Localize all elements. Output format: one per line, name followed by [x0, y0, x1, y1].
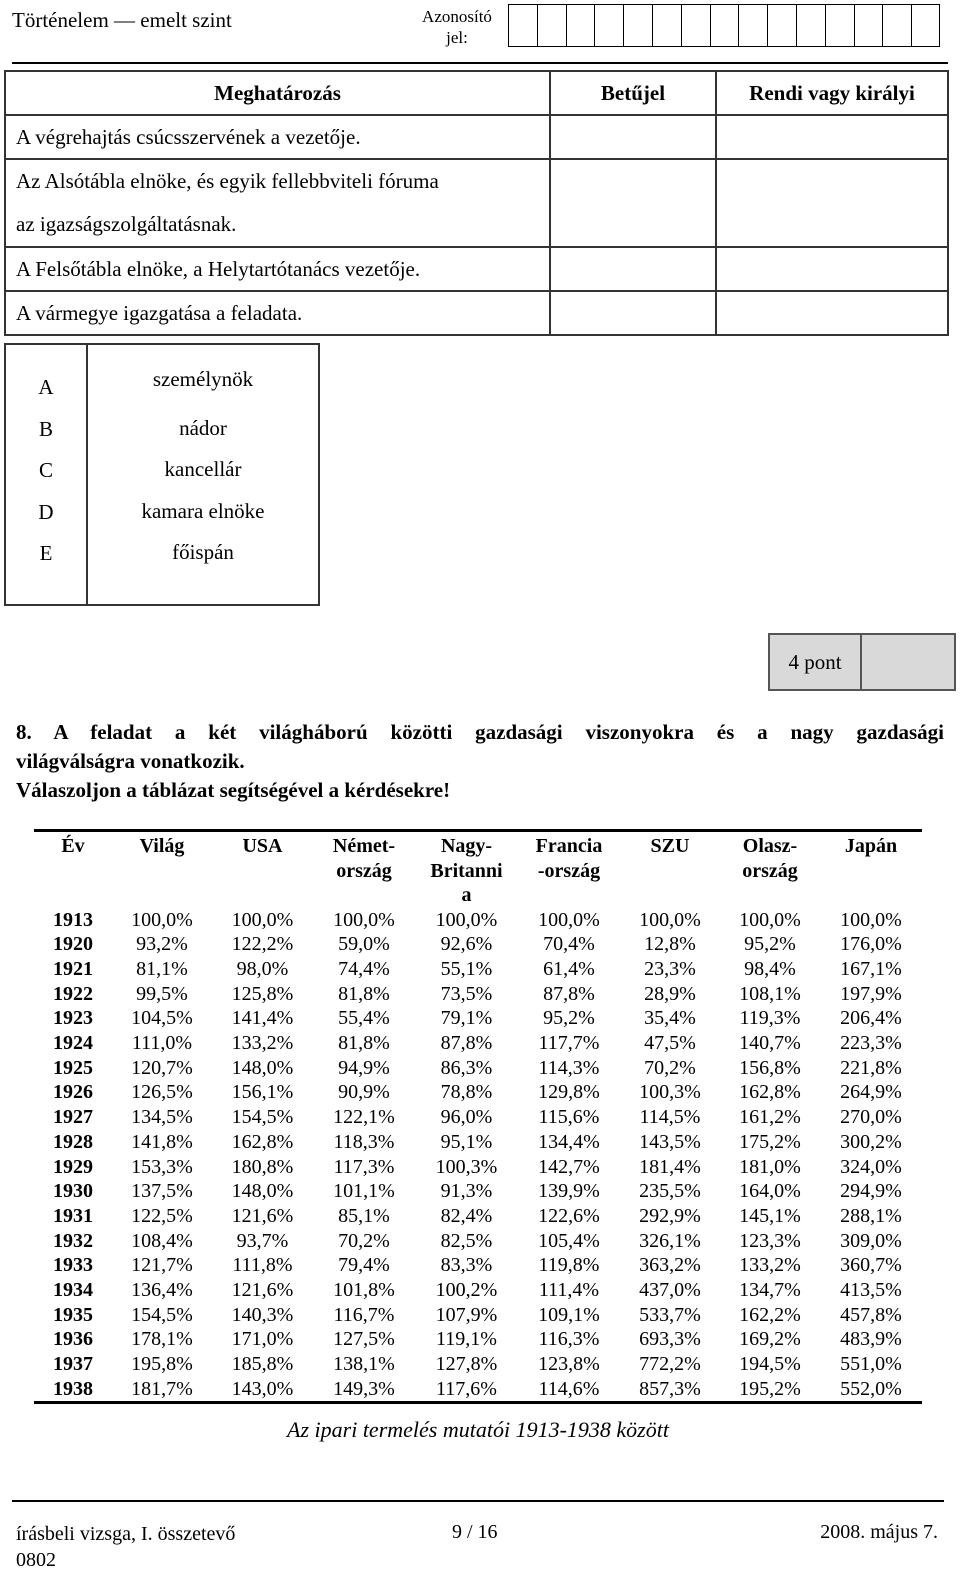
value-cell: 143,0%: [231, 1377, 294, 1400]
value-cell: 167,1%: [840, 957, 902, 980]
value-cell: 23,3%: [644, 957, 696, 980]
table-row: [34, 1204, 922, 1229]
value-cell: 175,2%: [739, 1130, 801, 1153]
id-digit-box[interactable]: [796, 4, 825, 47]
option-letter: D: [38, 499, 54, 524]
value-cell: 127,5%: [333, 1328, 395, 1351]
value-cell: 133,2%: [231, 1032, 294, 1055]
column-header-line: Német-: [332, 835, 396, 857]
value-cell: 55,1%: [440, 957, 493, 980]
value-cell: 117,6%: [436, 1377, 497, 1400]
value-cell: 195,8%: [131, 1353, 193, 1376]
table-row: [34, 1056, 922, 1081]
option-letter: E: [39, 541, 53, 565]
column-header-line: a: [461, 884, 472, 906]
value-cell: 79,4%: [338, 1254, 390, 1277]
table-top-rule: [34, 829, 922, 832]
value-cell: 118,3%: [333, 1130, 395, 1153]
definition-text: A Felsőtábla elnöke, a Helytartótanács vezetője.: [5, 247, 550, 291]
value-cell: 108,4%: [131, 1229, 193, 1252]
value-cell: 95,2%: [744, 933, 796, 956]
value-cell: 114,6%: [538, 1377, 600, 1400]
value-cell: 100,0%: [131, 908, 193, 931]
value-cell: 95,1%: [440, 1130, 493, 1153]
year-cell: 1913: [53, 908, 93, 931]
option-letter: C: [38, 458, 53, 482]
value-cell: 100,2%: [435, 1279, 498, 1302]
definition-row: [5, 247, 948, 291]
option-letter: A: [38, 375, 54, 399]
value-cell: 55,4%: [338, 1007, 390, 1030]
value-cell: 117,7%: [538, 1032, 600, 1055]
value-cell: 162,8%: [231, 1130, 294, 1153]
definition-text-line: Az Alsótábla elnöke, és egyik fellebbviteli fóruma: [16, 169, 439, 193]
value-cell: 142,7%: [538, 1155, 600, 1178]
options-box: [4, 343, 320, 606]
table-row: [34, 1080, 922, 1105]
type-answer-cell[interactable]: [716, 115, 948, 159]
definition-row: [5, 291, 948, 335]
value-cell: 120,7%: [131, 1056, 193, 1079]
table-row: [34, 1179, 922, 1204]
id-digit-box[interactable]: [537, 4, 566, 47]
value-cell: 100,0%: [333, 908, 395, 931]
column-header: [518, 834, 620, 908]
task-line: világválságra vonatkozik.: [16, 749, 245, 773]
year-cell: 1931: [53, 1204, 93, 1227]
value-cell: 143,5%: [639, 1130, 701, 1153]
table-row: [34, 1155, 922, 1180]
value-cell: 74,4%: [338, 957, 390, 980]
table-row: [34, 1352, 922, 1377]
value-cell: 96,0%: [440, 1106, 493, 1129]
value-cell: 100,0%: [739, 908, 801, 931]
column-header: [720, 834, 820, 908]
value-cell: 100,0%: [840, 908, 902, 931]
year-cell: 1929: [53, 1155, 93, 1178]
value-cell: 235,5%: [639, 1180, 701, 1203]
task-instruction: Válaszoljon a táblázat segítségével a kérdésekre!: [16, 778, 451, 802]
id-digit-box[interactable]: [652, 4, 681, 47]
footer-exam-code: 0802: [16, 1549, 56, 1571]
value-cell: 149,3%: [333, 1377, 395, 1400]
value-cell: 61,4%: [543, 957, 595, 980]
value-cell: 121,6%: [231, 1279, 294, 1302]
value-cell: 100,0%: [538, 908, 600, 931]
header-letter: Betűjel: [550, 71, 716, 115]
exam-date: 2008. május 7.: [820, 1521, 938, 1543]
value-cell: 772,2%: [639, 1353, 701, 1376]
value-cell: 123,3%: [739, 1229, 801, 1252]
option-name: nádor: [179, 415, 227, 440]
value-cell: 551,0%: [840, 1353, 902, 1376]
value-cell: 197,9%: [840, 982, 902, 1005]
value-cell: 122,1%: [333, 1106, 395, 1129]
value-cell: 134,5%: [131, 1106, 193, 1129]
value-cell: 79,1%: [440, 1007, 493, 1030]
value-cell: 99,5%: [136, 982, 188, 1005]
value-cell: 105,4%: [538, 1229, 600, 1252]
value-cell: 194,5%: [739, 1353, 801, 1376]
column-header: [112, 834, 212, 908]
year-cell: 1930: [53, 1180, 93, 1203]
type-answer-cell[interactable]: [716, 247, 948, 291]
value-cell: 70,2%: [338, 1229, 390, 1252]
value-cell: 292,9%: [639, 1204, 701, 1227]
value-cell: 111,8%: [232, 1254, 293, 1277]
letter-answer-cell[interactable]: [550, 291, 716, 335]
value-cell: 139,9%: [538, 1180, 600, 1203]
table-row: [34, 1303, 922, 1328]
value-cell: 363,2%: [639, 1254, 701, 1277]
column-header: [415, 834, 518, 908]
value-cell: 154,5%: [131, 1303, 193, 1326]
table-row: [34, 982, 922, 1007]
value-cell: 119,1%: [436, 1328, 497, 1351]
value-cell: 94,9%: [338, 1056, 390, 1079]
value-cell: 185,8%: [231, 1353, 294, 1376]
year-cell: 1934: [53, 1279, 93, 1302]
value-cell: 70,4%: [543, 933, 595, 956]
column-header: [820, 834, 922, 908]
column-header-line: Francia: [535, 835, 603, 857]
id-digit-box[interactable]: [854, 4, 883, 47]
table-row: [34, 1130, 922, 1155]
option-names: [87, 344, 319, 605]
footer-exam-name: írásbeli vizsga, I. összetevő: [16, 1523, 236, 1545]
type-answer-cell[interactable]: [716, 159, 948, 247]
value-cell: 93,7%: [236, 1229, 289, 1252]
year-cell: 1925: [53, 1056, 93, 1079]
value-cell: 140,3%: [231, 1303, 294, 1326]
value-cell: 121,6%: [231, 1204, 294, 1227]
value-cell: 413,5%: [840, 1279, 902, 1302]
points-box: [768, 633, 956, 691]
column-header-line: ország: [742, 859, 798, 882]
year-cell: 1936: [53, 1328, 93, 1351]
year-cell: 1937: [53, 1353, 93, 1376]
production-index-table: [34, 834, 922, 1402]
value-cell: 91,3%: [440, 1180, 493, 1203]
option-name: kamara elnöke: [141, 498, 265, 523]
value-cell: 162,2%: [739, 1303, 801, 1326]
value-cell: 141,4%: [231, 1007, 294, 1030]
option-name: személynök: [152, 367, 254, 391]
year-cell: 1927: [53, 1106, 93, 1129]
column-header-line: Britanni: [430, 859, 503, 882]
value-cell: 457,8%: [840, 1303, 902, 1326]
table-row: [34, 1253, 922, 1278]
footer-divider: [12, 1500, 944, 1502]
table-row: [34, 932, 922, 957]
year-cell: 1933: [53, 1254, 93, 1277]
id-digit-box[interactable]: [566, 4, 595, 47]
column-header: [34, 834, 112, 908]
year-cell: 1932: [53, 1229, 93, 1252]
value-cell: 181,7%: [131, 1377, 193, 1400]
year-cell: 1926: [53, 1081, 93, 1104]
value-cell: 12,8%: [644, 933, 696, 956]
value-cell: 100,3%: [435, 1155, 498, 1178]
table-row: [34, 1377, 922, 1402]
value-cell: 221,8%: [840, 1056, 902, 1079]
table-row: [34, 908, 922, 933]
table-row: [34, 1327, 922, 1352]
value-cell: 101,1%: [333, 1180, 395, 1203]
value-cell: 153,3%: [131, 1155, 193, 1178]
value-cell: 223,3%: [840, 1032, 902, 1055]
value-cell: 87,8%: [440, 1032, 493, 1055]
value-cell: 483,9%: [840, 1328, 902, 1351]
column-header: [313, 834, 415, 908]
value-cell: 180,8%: [231, 1155, 294, 1178]
year-cell: 1935: [53, 1303, 93, 1326]
value-cell: 92,6%: [440, 933, 493, 956]
column-header-line: Japán: [844, 835, 898, 857]
value-cell: 148,0%: [231, 1180, 294, 1203]
value-cell: 122,6%: [538, 1204, 600, 1227]
column-header-line: ország: [336, 859, 392, 882]
value-cell: 154,5%: [231, 1106, 294, 1129]
value-cell: 137,5%: [131, 1180, 193, 1203]
value-cell: 47,5%: [644, 1032, 696, 1055]
value-cell: 141,8%: [131, 1130, 193, 1153]
option-name: főispán: [172, 540, 234, 564]
option-letters: [5, 344, 87, 605]
value-cell: 35,4%: [644, 1007, 696, 1030]
value-cell: 95,2%: [543, 1007, 595, 1030]
value-cell: 111,4%: [538, 1279, 600, 1302]
value-cell: 171,0%: [231, 1328, 294, 1351]
column-header-line: Nagy-: [440, 835, 493, 857]
value-cell: 116,7%: [333, 1303, 395, 1326]
value-cell: 437,0%: [639, 1279, 701, 1302]
value-cell: 145,1%: [739, 1204, 801, 1227]
id-digit-box[interactable]: [681, 4, 710, 47]
value-cell: 109,1%: [538, 1303, 600, 1326]
value-cell: 115,6%: [538, 1106, 600, 1129]
value-cell: 140,7%: [739, 1032, 801, 1055]
value-cell: 122,2%: [231, 933, 294, 956]
value-cell: 300,2%: [840, 1130, 902, 1153]
definition-text: A vármegye igazgatása a feladata.: [5, 291, 550, 335]
value-cell: 107,9%: [435, 1303, 498, 1326]
letter-answer-cell[interactable]: [550, 115, 716, 159]
value-cell: 90,9%: [338, 1081, 390, 1104]
letter-answer-cell[interactable]: [550, 247, 716, 291]
value-cell: 326,1%: [639, 1229, 701, 1252]
table-row: [34, 1278, 922, 1303]
value-cell: 121,7%: [131, 1254, 193, 1277]
id-digit-box[interactable]: [738, 4, 767, 47]
value-cell: 552,0%: [840, 1377, 902, 1400]
value-cell: 134,4%: [538, 1130, 600, 1153]
header-type: Rendi vagy királyi: [716, 71, 948, 115]
value-cell: 122,5%: [131, 1204, 193, 1227]
year-cell: 1924: [53, 1032, 93, 1055]
table-row: [34, 957, 922, 982]
value-cell: 59,0%: [338, 933, 390, 956]
value-cell: 123,8%: [538, 1353, 600, 1376]
value-cell: 83,3%: [440, 1254, 493, 1277]
value-cell: 270,0%: [840, 1106, 902, 1129]
value-cell: 116,3%: [538, 1328, 600, 1351]
value-cell: 104,5%: [131, 1007, 193, 1030]
value-cell: 156,1%: [231, 1081, 294, 1104]
value-cell: 136,4%: [131, 1279, 193, 1302]
value-cell: 100,3%: [639, 1081, 701, 1104]
column-header-line: Olasz-: [742, 835, 798, 857]
id-digit-box[interactable]: [882, 4, 911, 47]
value-cell: 360,7%: [840, 1254, 902, 1277]
value-cell: 129,8%: [538, 1081, 600, 1104]
value-cell: 178,1%: [131, 1328, 193, 1351]
value-cell: 148,0%: [231, 1056, 294, 1079]
value-cell: 133,2%: [739, 1254, 801, 1277]
definition-row: [5, 159, 948, 247]
definition-text-line: az igazságszolgáltatásnak.: [16, 212, 237, 236]
value-cell: 87,8%: [543, 982, 595, 1005]
definitions-table: [4, 70, 949, 336]
value-cell: 119,8%: [538, 1254, 600, 1277]
id-digit-box[interactable]: [623, 4, 652, 47]
year-cell: 1923: [53, 1007, 93, 1030]
id-label: Azonosító jel:: [422, 7, 492, 47]
table-bottom-rule: [34, 1401, 922, 1404]
column-header-line: USA: [242, 835, 283, 857]
value-cell: 114,3%: [538, 1056, 600, 1079]
task-text: [16, 718, 944, 805]
value-cell: 294,9%: [840, 1180, 902, 1203]
value-cell: 138,1%: [333, 1353, 395, 1376]
value-cell: 82,4%: [440, 1204, 493, 1227]
value-cell: 176,0%: [840, 933, 902, 956]
header-definition: Meghatározás: [5, 71, 550, 115]
value-cell: 693,3%: [639, 1328, 701, 1351]
table-header-row: [34, 834, 922, 908]
id-digit-box[interactable]: [594, 4, 623, 47]
value-cell: 164,0%: [739, 1180, 801, 1203]
year-cell: 1921: [53, 957, 93, 980]
option-letter: B: [38, 416, 53, 441]
id-input-boxes[interactable]: [508, 4, 940, 47]
value-cell: 100,0%: [435, 908, 498, 931]
value-cell: 181,4%: [639, 1155, 701, 1178]
value-cell: 181,0%: [739, 1155, 801, 1178]
value-cell: 81,8%: [338, 1032, 390, 1055]
value-cell: 82,5%: [440, 1229, 493, 1252]
value-cell: 309,0%: [840, 1229, 902, 1252]
value-cell: 111,0%: [131, 1032, 193, 1055]
id-digit-box[interactable]: [911, 4, 940, 47]
value-cell: 100,0%: [231, 908, 294, 931]
value-cell: 125,8%: [231, 982, 294, 1005]
id-digit-box[interactable]: [825, 4, 854, 47]
value-cell: 324,0%: [840, 1155, 902, 1178]
value-cell: 127,8%: [435, 1353, 498, 1376]
year-cell: 1920: [53, 933, 93, 956]
value-cell: 78,8%: [440, 1081, 493, 1104]
definition-row: [5, 115, 948, 159]
value-cell: 134,7%: [739, 1279, 801, 1302]
value-cell: 81,1%: [136, 957, 188, 980]
value-cell: 119,3%: [739, 1007, 801, 1030]
points-score-cell[interactable]: [861, 634, 955, 690]
header-divider: [12, 62, 948, 64]
value-cell: 28,9%: [644, 982, 696, 1005]
definition-text: A végrehajtás csúcsszervének a vezetője.: [5, 115, 550, 159]
value-cell: 264,9%: [840, 1081, 902, 1104]
id-digit-box[interactable]: [508, 4, 537, 47]
table-row: [34, 1031, 922, 1056]
column-header: [620, 834, 720, 908]
id-digit-box[interactable]: [710, 4, 739, 47]
year-cell: 1928: [53, 1130, 93, 1153]
type-answer-cell[interactable]: [716, 291, 948, 335]
year-cell: 1938: [53, 1377, 93, 1400]
column-header-line: Év: [61, 835, 85, 857]
value-cell: 70,2%: [644, 1056, 696, 1079]
value-cell: 73,5%: [440, 982, 493, 1005]
value-cell: 195,2%: [739, 1377, 801, 1400]
value-cell: 98,0%: [236, 957, 289, 980]
points-label: 4 pont: [769, 634, 861, 690]
value-cell: 81,8%: [338, 982, 390, 1005]
column-header-line: -ország: [537, 859, 601, 882]
table-caption: Az ipari termelés mutatói 1913-1938 között: [287, 1417, 669, 1442]
value-cell: 98,4%: [744, 957, 796, 980]
column-header-line: Világ: [139, 835, 185, 857]
id-digit-box[interactable]: [767, 4, 796, 47]
value-cell: 156,8%: [739, 1056, 801, 1079]
value-cell: 101,8%: [333, 1279, 395, 1302]
value-cell: 857,3%: [639, 1377, 701, 1400]
definition-text: [5, 159, 550, 247]
value-cell: 206,4%: [840, 1007, 902, 1030]
table-row: [34, 1006, 922, 1031]
task-line: 8. A feladat a két világháború közötti gazdasági viszonyokra és a nagy gazdasági: [16, 720, 944, 744]
column-header: [212, 834, 313, 908]
page-number: 9 / 16: [452, 1521, 498, 1543]
value-cell: 85,1%: [338, 1204, 390, 1227]
subject-title: Történelem — emelt szint: [12, 8, 232, 32]
definitions-header-row: [5, 71, 948, 115]
footer-exam: [16, 1521, 235, 1573]
value-cell: 161,2%: [739, 1106, 801, 1129]
value-cell: 108,1%: [739, 982, 801, 1005]
value-cell: 169,2%: [739, 1328, 801, 1351]
value-cell: 533,7%: [639, 1303, 701, 1326]
year-cell: 1922: [53, 982, 93, 1005]
value-cell: 86,3%: [440, 1056, 493, 1079]
table-row: [34, 1229, 922, 1254]
value-cell: 93,2%: [136, 933, 188, 956]
value-cell: 100,0%: [639, 908, 701, 931]
option-name: kancellár: [164, 457, 242, 481]
table-row: [34, 1105, 922, 1130]
value-cell: 117,3%: [333, 1155, 395, 1178]
value-cell: 162,8%: [739, 1081, 801, 1104]
value-cell: 126,5%: [131, 1081, 193, 1104]
letter-answer-cell[interactable]: [550, 159, 716, 247]
value-cell: 114,5%: [639, 1106, 701, 1129]
column-header-line: SZU: [650, 835, 690, 857]
value-cell: 288,1%: [840, 1204, 902, 1227]
